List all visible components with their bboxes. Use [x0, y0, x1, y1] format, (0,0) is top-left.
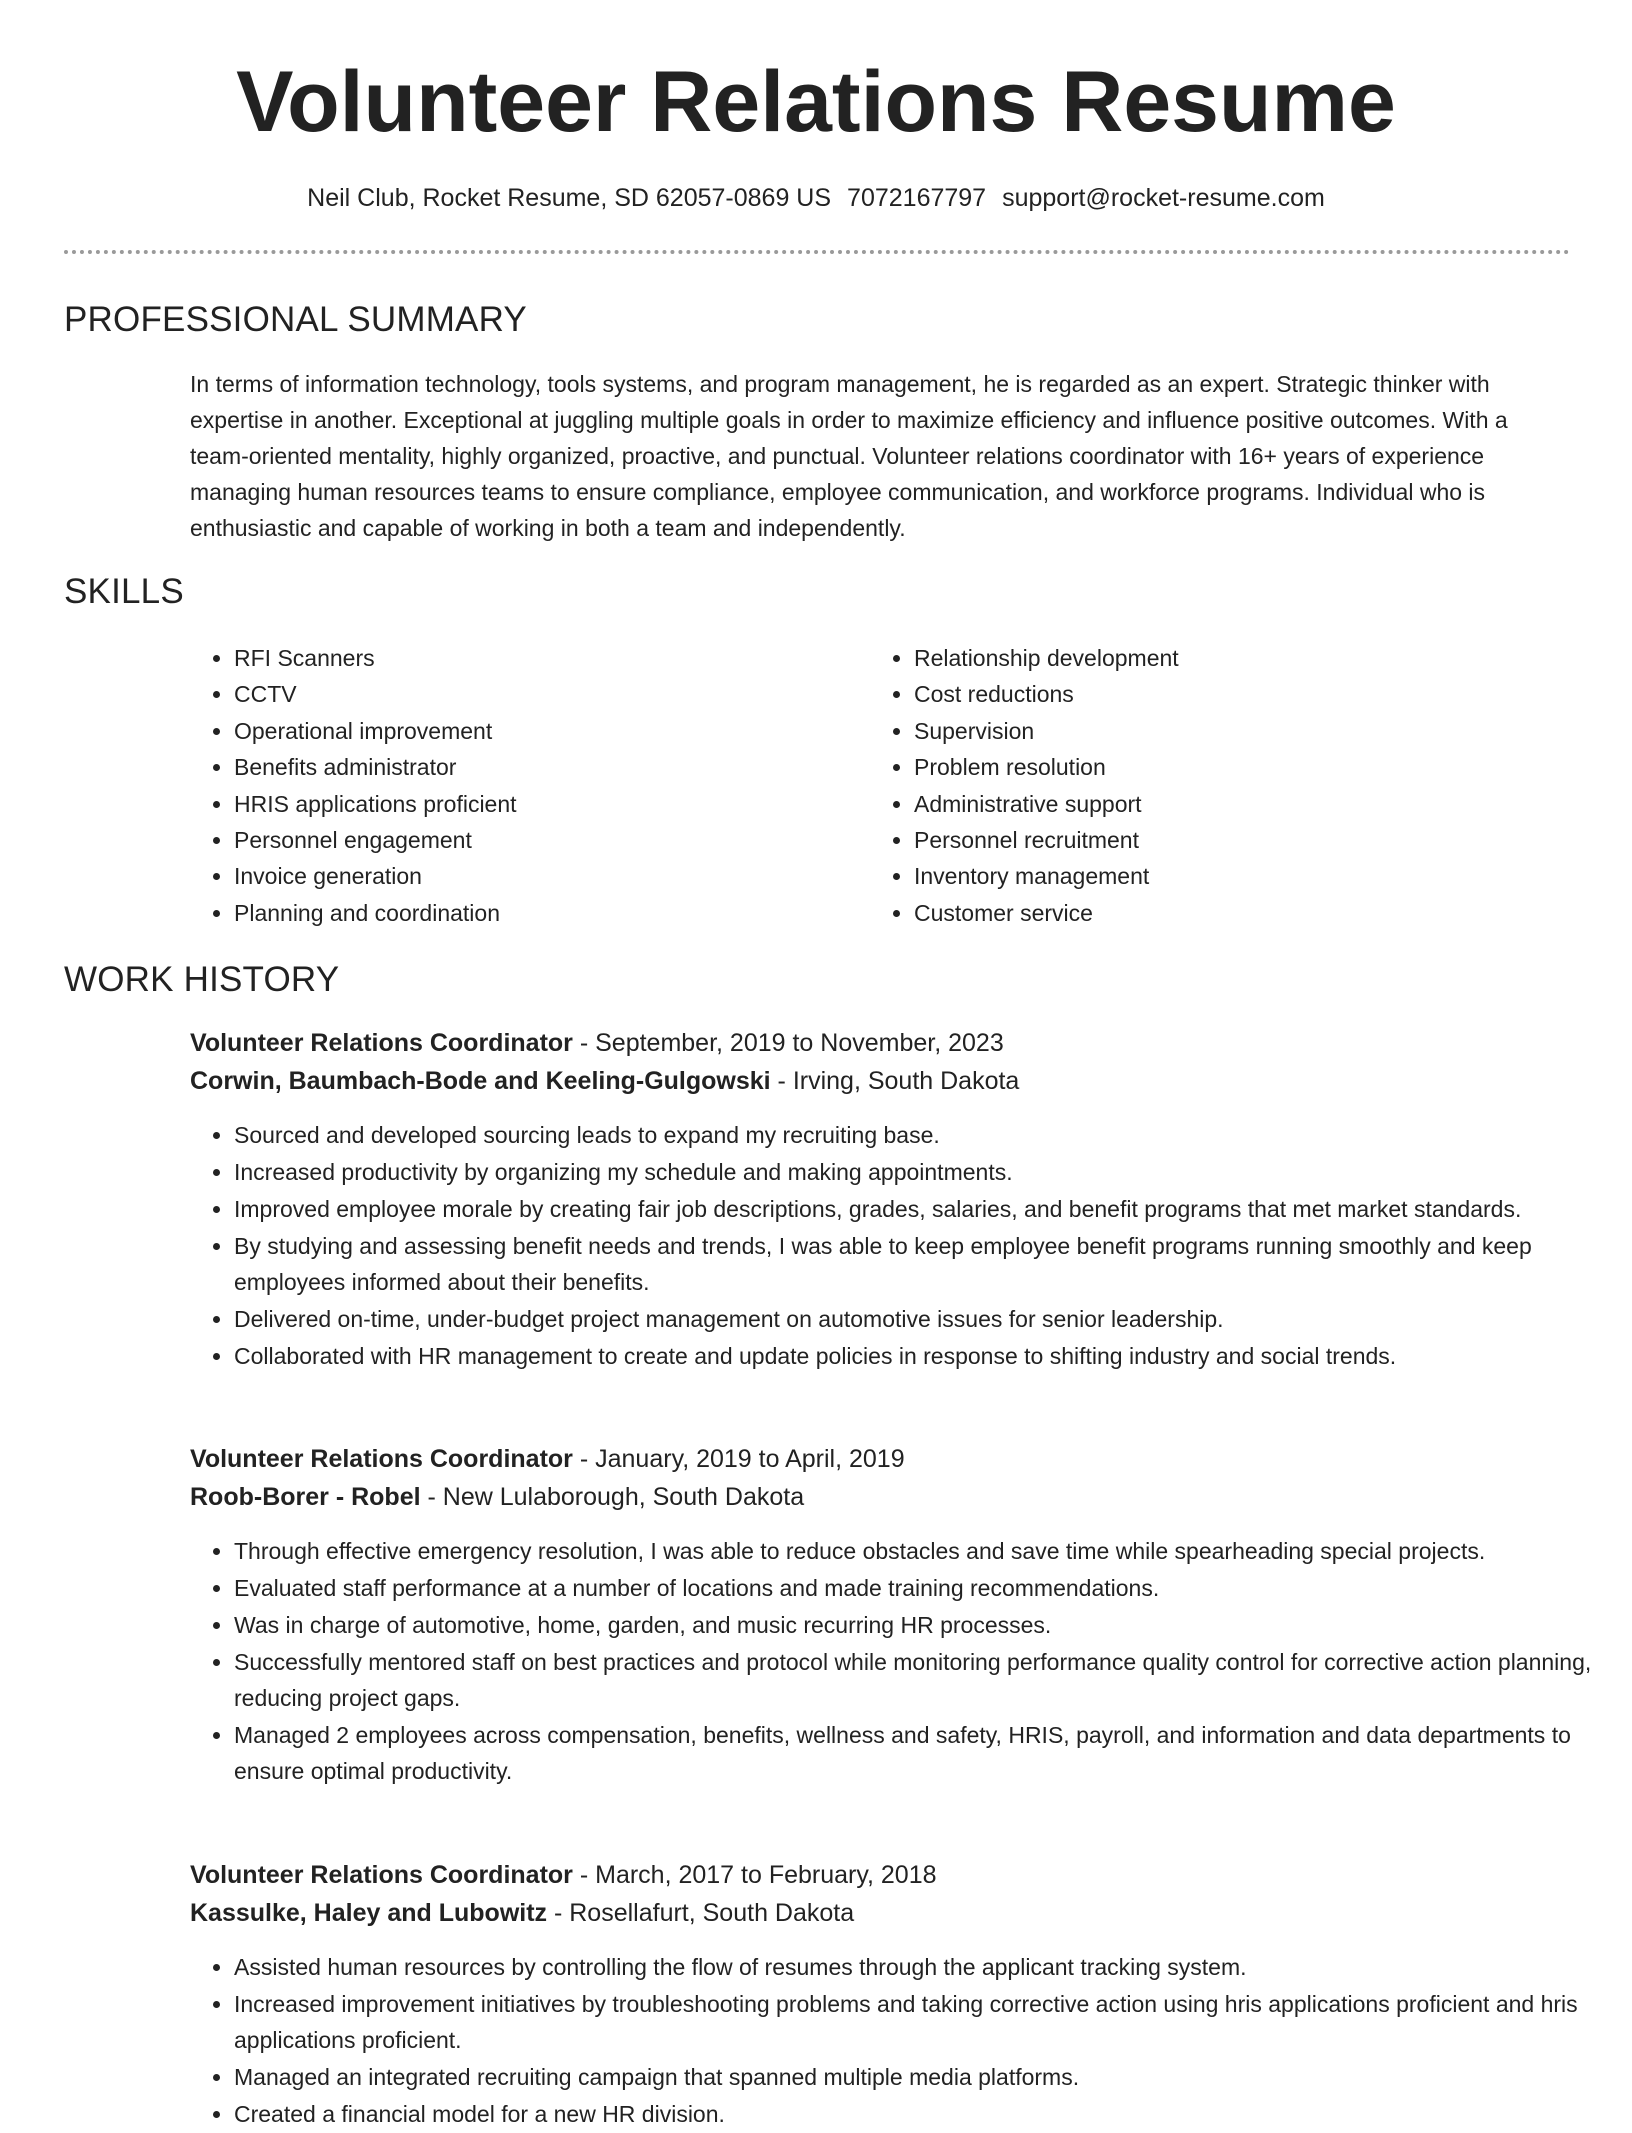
job-bullet: • Through effective emergency resolution, I was able to reduce obstacles and save time while spearheading special projects. [234, 1533, 1614, 1569]
job-bullet: • Managed 2 employees across compensation, benefits, wellness and safety, HRIS, payroll, and information and data departments to ensure optimal productivity. [234, 1717, 1614, 1789]
job-bullet: • Increased productivity by organizing my schedule and making appointments. [234, 1154, 1614, 1190]
skill-item: • Invoice generation [234, 858, 834, 894]
job-company-line [190, 1894, 1570, 1932]
job-title-line [190, 1440, 1570, 1478]
job-bullet: • Delivered on-time, under-budget project management on automotive issues for senior leadership. [234, 1301, 1614, 1337]
job-title: Volunteer Relations Coordinator [190, 1445, 573, 1473]
skills-list-right [870, 640, 1514, 931]
header-divider [64, 250, 1570, 254]
job-bullet: • Managed an integrated recruiting campaign that spanned multiple media platforms. [234, 2059, 1614, 2095]
contact-address: Neil Club, Rocket Resume, SD 62057-0869 US [307, 184, 832, 212]
contact-line [0, 180, 1632, 216]
skill-item: • Operational improvement [234, 713, 834, 749]
job-company-line [190, 1478, 1570, 1516]
skill-item: • CCTV [234, 676, 834, 712]
skill-item: • Administrative support [914, 786, 1514, 822]
skill-item: • HRIS applications proficient [234, 786, 834, 822]
skills-list-left [190, 640, 834, 931]
job-dates: - January, 2019 to April, 2019 [572, 1445, 905, 1473]
job-title: Volunteer Relations Coordinator [190, 1861, 573, 1889]
skill-item: • Relationship development [914, 640, 1514, 676]
resume-title: Volunteer Relations Resume [236, 54, 1396, 150]
job-bullet: • Was in charge of automotive, home, garden, and music recurring HR processes. [234, 1607, 1614, 1643]
job-bullet: • Collaborated with HR management to create and update policies in response to shifting industry and social trends. [234, 1338, 1614, 1374]
skills-heading: SKILLS [64, 572, 184, 611]
job-title: Volunteer Relations Coordinator [190, 1029, 573, 1057]
job-dates: - September, 2019 to November, 2023 [572, 1029, 1004, 1057]
skill-item: • Inventory management [914, 858, 1514, 894]
summary-heading: PROFESSIONAL SUMMARY [64, 300, 527, 339]
job-company: Kassulke, Haley and Lubowitz [190, 1899, 548, 1927]
job-location: - New Lulaborough, South Dakota [420, 1483, 805, 1511]
skill-item: • RFI Scanners [234, 640, 834, 676]
skill-item: • Personnel engagement [234, 822, 834, 858]
skill-item: • Planning and coordination [234, 895, 834, 931]
job-dates: - March, 2017 to February, 2018 [572, 1861, 937, 1889]
job-bullet: • Improved employee morale by creating fair job descriptions, grades, salaries, and benefit programs that met market standards. [234, 1191, 1614, 1227]
job-title-line [190, 1856, 1570, 1894]
job-bullet: • Evaluated staff performance at a number of locations and made training recommendations. [234, 1570, 1614, 1606]
job-title-line [190, 1024, 1570, 1062]
skill-item: • Customer service [914, 895, 1514, 931]
job-company-line [190, 1062, 1570, 1100]
job-bullet: • Increased improvement initiatives by troubleshooting problems and taking corrective action using hris applications proficient and hris applications proficient. [234, 1986, 1614, 2058]
job-bullet: • Successfully mentored staff on best practices and protocol while monitoring performance quality control for corrective action planning, reducing project gaps. [234, 1644, 1614, 1716]
skill-item: • Personnel recruitment [914, 822, 1514, 858]
job-location: - Rosellafurt, South Dakota [547, 1899, 855, 1927]
job-bullets [190, 1949, 1614, 2133]
job-bullet: • Created a financial model for a new HR division. [234, 2096, 1614, 2132]
job-location: - Irving, South Dakota [770, 1067, 1020, 1095]
job-bullet: • Sourced and developed sourcing leads to expand my recruiting base. [234, 1117, 1614, 1153]
job-company: Corwin, Baumbach-Bode and Keeling-Gulgowski [190, 1067, 771, 1095]
contact-email: support@rocket-resume.com [1002, 184, 1325, 212]
work-history-heading: WORK HISTORY [64, 960, 340, 999]
skill-item: • Problem resolution [914, 749, 1514, 785]
summary-text: In terms of information technology, tools systems, and program management, he is regarded as an expert. Strategic thinker with expertise in another. Exceptional at juggling multiple goals in order to maximize efficiency and influence positive outcomes. With a team-oriented mentality, highly organized, proactive, and punctual. Volunteer relations coordinator with 16+ years of experience managing human resources teams to ensure compliance, employee communication, and workforce programs. Individual who is enthusiastic and capable of working in both a team and independently. [190, 371, 1508, 541]
job-bullet: • By studying and assessing benefit needs and trends, I was able to keep employee benefit programs running smoothly and keep employees informed about their benefits. [234, 1228, 1614, 1300]
job-company: Roob-Borer - Robel [190, 1483, 421, 1511]
job-bullets [190, 1533, 1614, 1790]
skill-item: • Cost reductions [914, 676, 1514, 712]
contact-phone: 7072167797 [847, 184, 987, 212]
job-bullets [190, 1117, 1614, 1375]
skill-item: • Supervision [914, 713, 1514, 749]
job-bullet: • Assisted human resources by controlling the flow of resumes through the applicant tracking system. [234, 1949, 1614, 1985]
skill-item: • Benefits administrator [234, 749, 834, 785]
